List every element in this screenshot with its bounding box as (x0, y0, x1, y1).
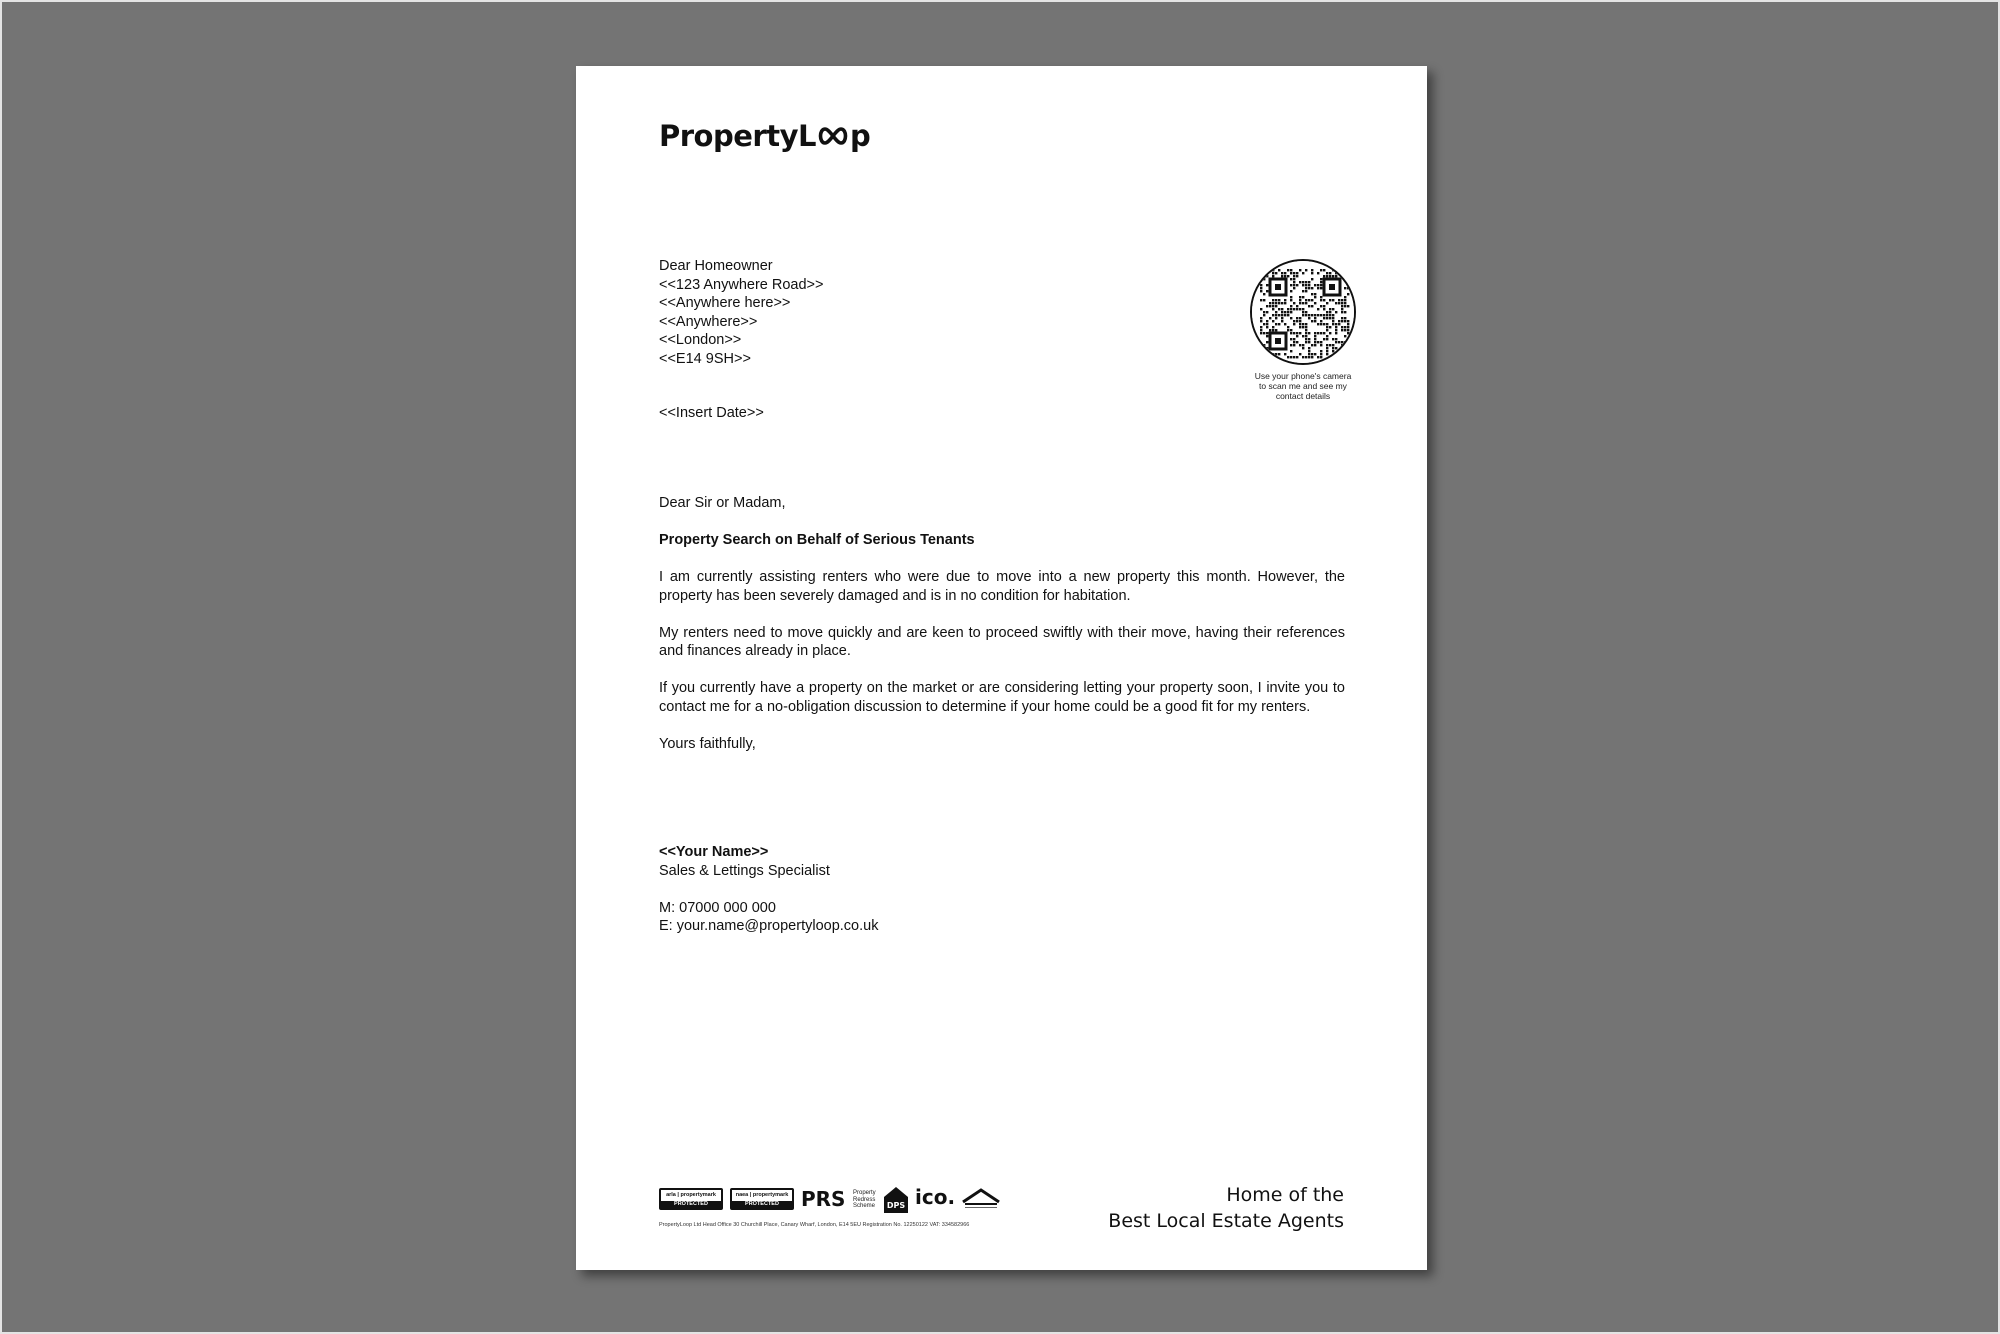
address-line: <<E14 9SH>> (659, 350, 751, 367)
qr-caption-line: Use your phone's camera (1254, 371, 1352, 381)
salutation: Dear Sir or Madam, (659, 495, 786, 511)
body-paragraph: I am currently assisting renters who were due to move into a new property this month. However, the property has been severely damaged and is in no condition for habitation. (659, 569, 1345, 604)
address-line: <<London>> (659, 332, 742, 348)
letter-date: <<Insert Date>> (659, 405, 764, 421)
infinity-loop-icon (816, 126, 850, 146)
propertyloop-logo (659, 116, 870, 156)
body-paragraph: My renters need to move quickly and are keen to proceed swiftly with their move, having their references and finances already in place. (659, 624, 1345, 659)
letter-page (576, 66, 1427, 1270)
prs-logo: PRS (801, 1187, 846, 1211)
arla-badge: arla | propertymark PROTECTED (659, 1188, 723, 1210)
prs-subtitle: Property Redress Scheme (853, 1190, 876, 1209)
signer-title: Sales & Lettings Specialist (659, 862, 830, 879)
dps-house-icon (883, 1186, 909, 1214)
address-line: <<Anywhere here>> (659, 295, 791, 311)
signer-name: <<Your Name>> (659, 844, 769, 860)
body-paragraph: If you currently have a property on the market or are considering letting your property soon, I invite you to contact me for a no-obligation discussion to determine if your home could be a good fit for my renters. (659, 680, 1345, 715)
letter-subject: Property Search on Behalf of Serious Tenants (659, 532, 975, 548)
tagline-line: Best Local Estate Agents (1108, 1210, 1344, 1232)
qr-code-icon (1250, 259, 1356, 365)
signature-block (659, 843, 878, 936)
address-line: Dear Homeowner (659, 258, 773, 274)
svg-text:DPS: DPS (886, 1201, 906, 1210)
address-line: <<123 Anywhere Road>> (659, 276, 824, 293)
logo-text-suffix: p (849, 119, 871, 153)
recipient-address (659, 257, 823, 368)
accreditation-badges (659, 1185, 1019, 1214)
approved-code-house-icon (961, 1188, 1001, 1212)
ico-logo: ico. (915, 1185, 956, 1209)
tagline (1108, 1182, 1344, 1234)
qr-caption-line: to scan me and see my (1259, 381, 1347, 391)
tagline-line: Home of the (1226, 1184, 1344, 1206)
approved-code-logo (961, 1188, 1001, 1217)
qr-caption-line: contact details (1275, 391, 1331, 401)
qr-caption (1236, 371, 1370, 401)
closing: Yours faithfully, (659, 735, 756, 752)
signer-email: E: your.name@propertyloop.co.uk (659, 918, 879, 934)
letter-body (659, 494, 1345, 772)
naea-badge: naea | propertymark PROTECTED (730, 1188, 794, 1210)
signer-mobile: M: 07000 000 000 (659, 899, 776, 916)
company-registration: PropertyLoop Ltd Head Office 30 Churchill Place, Canary Wharf, London, E14 5EU Registration No. 12250122 VAT: 334582966 (659, 1222, 970, 1228)
address-line: <<Anywhere>> (659, 313, 758, 330)
logo-text-prefix: PropertyL (659, 119, 816, 153)
dps-logo (883, 1186, 909, 1219)
